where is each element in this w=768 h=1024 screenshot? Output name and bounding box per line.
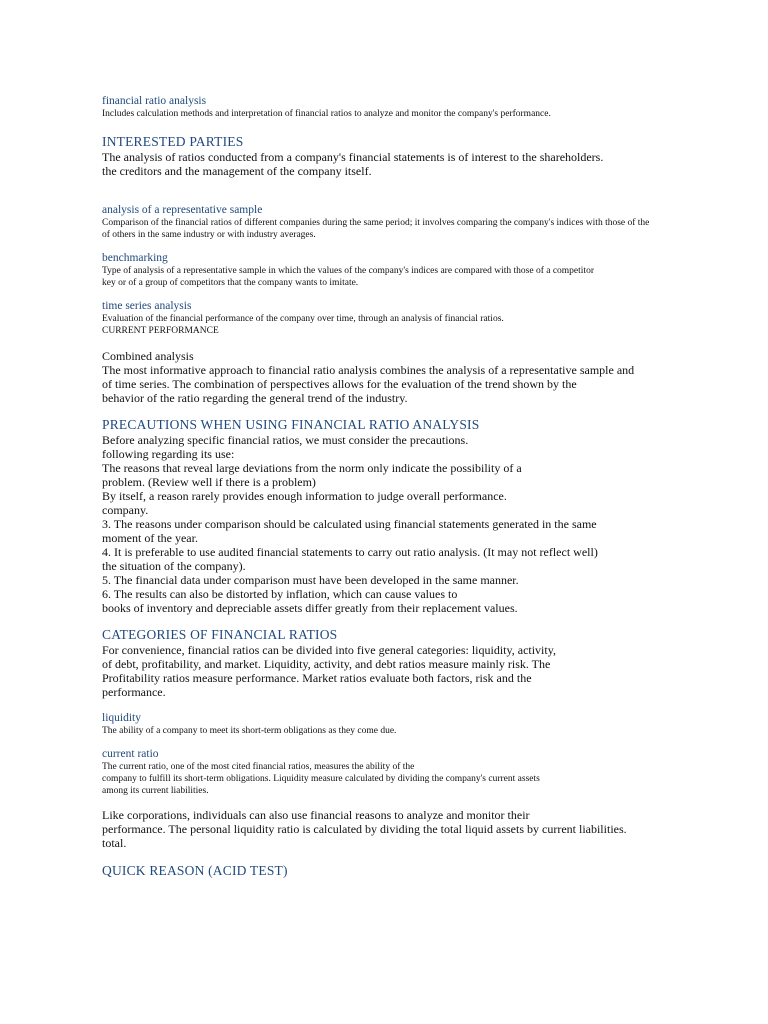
section-intro	[102, 95, 702, 120]
interested-line: the creditors and the management of the company itself.	[102, 164, 372, 178]
timeseries-heading: time series analysis	[102, 300, 192, 312]
section-representative-sample	[102, 204, 702, 241]
current-ratio-heading: current ratio	[102, 748, 159, 760]
precautions-line: company.	[102, 503, 149, 517]
combined-label: Combined analysis	[102, 349, 194, 363]
categories-heading: CATEGORIES OF FINANCIAL RATIOS	[102, 627, 338, 642]
section-benchmarking	[102, 252, 702, 289]
precautions-line: books of inventory and depreciable assets differ greatly from their replacement values.	[102, 601, 518, 615]
timeseries-line: Evaluation of the financial performance of the company over time, through an analysis of financial ratios.	[102, 314, 504, 324]
precautions-line: Before analyzing specific financial ratios, we must consider the precautions.	[102, 433, 469, 447]
section-personal-liquidity	[102, 808, 702, 850]
section-current-ratio	[102, 748, 702, 797]
precautions-heading: PRECAUTIONS WHEN USING FINANCIAL RATIO ANALYSIS	[102, 417, 480, 432]
precautions-line: By itself, a reason rarely provides enough information to judge overall performance.	[102, 489, 507, 503]
quick-heading: QUICK REASON (ACID TEST)	[102, 863, 288, 878]
personal-line: performance. The personal liquidity ratio is calculated by dividing the total liquid assets by current liabilities.	[102, 822, 627, 836]
categories-line: Profitability ratios measure performance. Market ratios evaluate both factors, risk and the	[102, 671, 532, 685]
section-precautions	[102, 417, 702, 615]
timeseries-line: CURRENT PERFORMANCE	[102, 326, 219, 336]
personal-line: Like corporations, individuals can also use financial reasons to analyze and monitor their	[102, 808, 530, 822]
precautions-line: 5. The financial data under comparison must have been developed in the same manner.	[102, 573, 519, 587]
combined-line: of time series. The combination of perspectives allows for the evaluation of the trend shown by the	[102, 377, 577, 391]
intro-text: Includes calculation methods and interpretation of financial ratios to analyze and monitor the company's performance.	[102, 109, 551, 119]
current-ratio-line: The current ratio, one of the most cited financial ratios, measures the ability of the	[102, 762, 415, 772]
precautions-line: The reasons that reveal large deviations from the norm only indicate the possibility of a	[102, 461, 522, 475]
precautions-line: 4. It is preferable to use audited financial statements to carry out ratio analysis. (It may not reflect well)	[102, 545, 598, 559]
benchmarking-line: Type of analysis of a representative sample in which the values of the company's indices are compared with those of a competitor	[102, 266, 594, 276]
current-ratio-line: among its current liabilities.	[102, 786, 209, 796]
precautions-line: problem. (Review well if there is a problem)	[102, 475, 316, 489]
section-interested-parties	[102, 134, 702, 178]
representative-line: Comparison of the financial ratios of different companies during the same period; it involves comparing the company's indices with those of the	[102, 218, 650, 228]
representative-heading: analysis of a representative sample	[102, 204, 263, 216]
interested-line: The analysis of ratios conducted from a company's financial statements is of interest to the shareholders.	[102, 150, 604, 164]
section-quick-reason	[102, 863, 702, 879]
document-page	[102, 95, 702, 879]
categories-line: For convenience, financial ratios can be divided into five general categories: liquidity, activity,	[102, 643, 556, 657]
combined-line: The most informative approach to financial ratio analysis combines the analysis of a representative sample and	[102, 363, 635, 377]
precautions-line: the situation of the company).	[102, 559, 246, 573]
precautions-line: 6. The results can also be distorted by inflation, which can cause values to	[102, 587, 458, 601]
section-combined-analysis	[102, 349, 702, 405]
categories-line: performance.	[102, 685, 166, 699]
personal-line: total.	[102, 836, 127, 850]
liquidity-heading: liquidity	[102, 712, 141, 724]
categories-line: of debt, profitability, and market. Liquidity, activity, and debt ratios measure mainly risk. The	[102, 657, 551, 671]
benchmarking-heading: benchmarking	[102, 252, 168, 264]
precautions-line: following regarding its use:	[102, 447, 235, 461]
section-time-series	[102, 300, 702, 337]
benchmarking-line: key or of a group of competitors that the company wants to imitate.	[102, 278, 359, 288]
current-ratio-line: company to fulfill its short-term obligations. Liquidity measure calculated by dividing the company's current assets	[102, 774, 540, 784]
section-categories	[102, 627, 702, 699]
representative-line: of others in the same industry or with industry averages.	[102, 230, 316, 240]
intro-heading: financial ratio analysis	[102, 95, 207, 107]
precautions-line: moment of the year.	[102, 531, 198, 545]
combined-line: behavior of the ratio regarding the general trend of the industry.	[102, 391, 408, 405]
interested-heading: INTERESTED PARTIES	[102, 134, 244, 149]
section-liquidity	[102, 712, 702, 737]
precautions-line: 3. The reasons under comparison should be calculated using financial statements generated in the same	[102, 517, 597, 531]
liquidity-text: The ability of a company to meet its short-term obligations as they come due.	[102, 726, 397, 736]
